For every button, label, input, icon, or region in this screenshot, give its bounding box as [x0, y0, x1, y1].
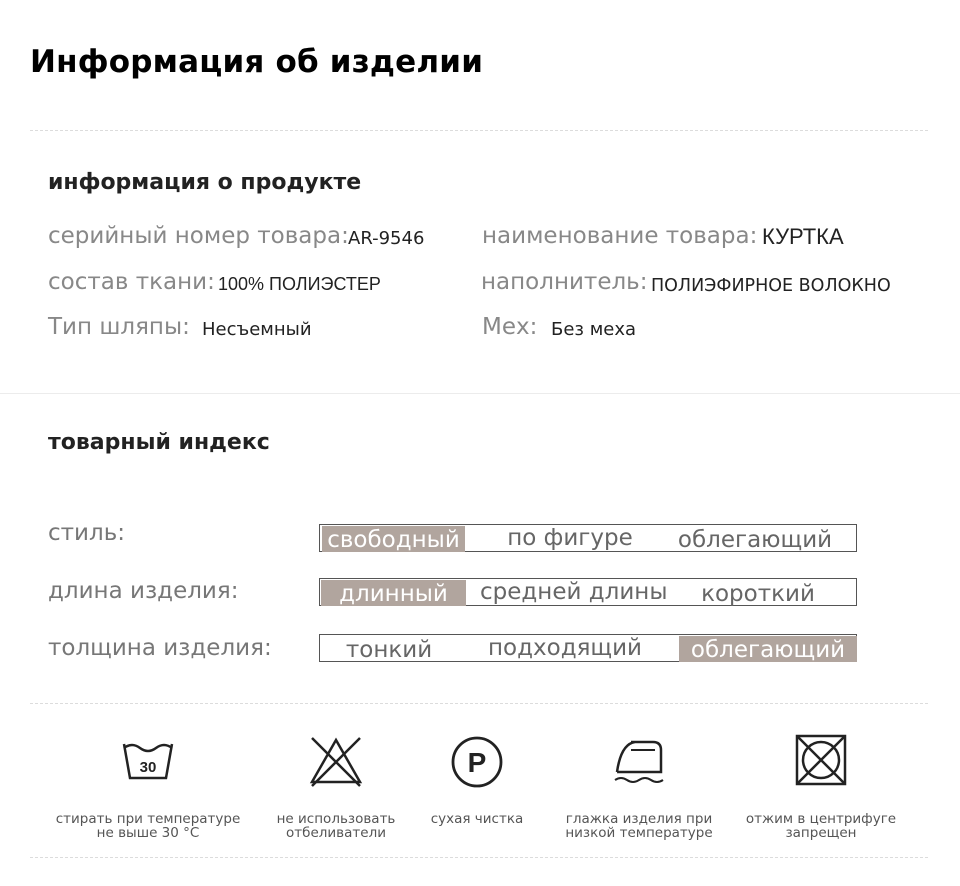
svg-text:30: 30	[139, 759, 157, 776]
length-option-short: короткий	[701, 581, 815, 607]
product-name-value: КУРТКА	[762, 224, 844, 249]
thickness-scale	[319, 634, 857, 662]
divider	[30, 130, 928, 131]
care-caption: отжим в центрифуге запрещен	[745, 811, 897, 841]
wash-30-icon	[116, 728, 180, 792]
serial-number-value: AR-9546	[348, 228, 425, 249]
style-option-loose: свободный	[322, 526, 465, 552]
no-bleach-icon	[304, 728, 368, 792]
product-index-heading: товарный индекс	[48, 430, 270, 455]
fur-value: Без меха	[551, 319, 637, 340]
divider	[30, 857, 928, 858]
filler-value: ПОЛИЭФИРНОЕ ВОЛОКНО	[651, 276, 891, 296]
care-caption: стирать при температуре не выше 30 °C	[55, 811, 241, 841]
section-divider	[0, 393, 960, 394]
style-option-tight: облегающий	[677, 527, 833, 553]
care-caption: сухая чистка	[430, 811, 524, 827]
filler-label: наполнитель:	[481, 269, 648, 295]
fur-label: Мех:	[482, 314, 538, 340]
thickness-option-suitable: подходящий	[488, 635, 642, 661]
length-label: длина изделия:	[48, 578, 239, 604]
iron-low-icon	[607, 728, 671, 792]
care-caption: глажка изделия при низкой температуре	[565, 811, 713, 841]
care-item-wash	[53, 728, 243, 841]
care-caption: не использовать отбеливатели	[276, 811, 396, 841]
care-item-iron	[544, 728, 734, 841]
hat-type-value: Несъемный	[202, 319, 312, 340]
style-option-fitted: по фигуре	[507, 525, 633, 551]
length-scale	[319, 578, 857, 606]
care-item-no-tumble	[726, 728, 916, 841]
thickness-label: толщина изделия:	[48, 635, 272, 661]
no-tumble-dry-icon	[789, 728, 853, 792]
length-option-medium: средней длины	[480, 579, 668, 605]
fabric-label: состав ткани:	[48, 269, 215, 295]
length-option-long: длинный	[321, 580, 466, 606]
serial-number-label: серийный номер товара:	[48, 223, 349, 249]
product-info-heading: информация о продукте	[48, 170, 362, 195]
dry-clean-icon	[445, 728, 509, 792]
fabric-value: 100% ПОЛИЭСТЕР	[218, 274, 381, 294]
style-label: стиль:	[48, 520, 125, 546]
product-name-label: наименование товара:	[482, 223, 758, 249]
hat-type-label: Тип шляпы:	[48, 314, 190, 340]
thickness-option-thick: облегающий	[679, 636, 857, 662]
page-title: Информация об изделии	[30, 44, 484, 80]
thickness-option-thin: тонкий	[345, 637, 433, 663]
svg-text:P: P	[467, 747, 487, 778]
divider	[30, 703, 928, 704]
style-scale	[319, 524, 857, 552]
